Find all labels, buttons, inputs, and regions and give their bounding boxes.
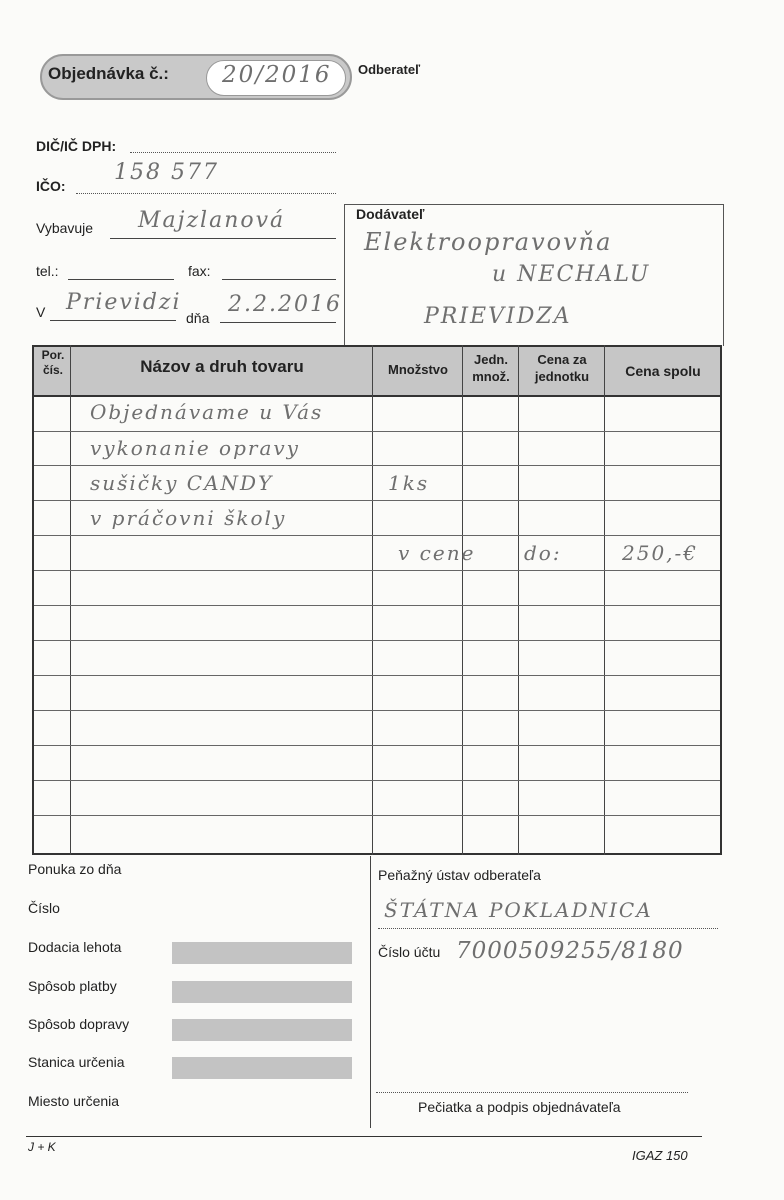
table-row-5-unit-price: do: [524,541,562,565]
account-label: Číslo účtu [378,944,441,960]
table-row-1-name: Objednávame u Vás [90,400,324,424]
column-header-name: Názov a druh tovaru [140,357,304,376]
bank-label: Peňažný ústav odberateľa [378,867,541,883]
column-header-no: Por. čís. [41,348,65,377]
supplier-line-2: u NECHALU [492,262,651,287]
column-header-unit: Jedn. množ. [472,352,510,384]
footer-right-code: IGAZ 150 [632,1148,688,1163]
destination-place-label: Miesto určenia [28,1093,120,1109]
delivery-time-label: Dodacia lehota [28,939,122,955]
signature-line[interactable] [376,1092,688,1093]
customer-label: Odberateľ [358,62,421,77]
offer-date-label: Ponuka zo dňa [28,861,122,877]
date-field[interactable] [220,322,336,323]
stamp-signature-label: Pečiatka a podpis objednávateľa [418,1099,621,1115]
column-header-quantity: Množstvo [388,362,448,377]
phone-label: tel.: [36,263,59,279]
destination-station-label: Stanica určenia [28,1054,125,1070]
company-id-field[interactable] [76,193,336,194]
destination-station-field[interactable] [172,1057,352,1079]
supplier-line-1: Elektroopravovňa [364,228,613,256]
bank-field[interactable] [378,928,718,929]
column-header-total: Cena spolu [625,363,701,379]
company-id-label: IČO: [36,178,66,194]
table-row-5-quantity: v cene [398,541,476,565]
place-value: Prievidzi [66,290,182,315]
fax-label: fax: [188,263,211,279]
table-row-3-quantity: 1ks [388,471,430,495]
vat-id-field[interactable] [130,152,336,153]
payment-method-label: Spôsob platby [28,978,117,994]
table-row-2-name: vykonanie opravy [90,436,300,460]
vat-id-label: DIČ/IČ DPH: [36,138,117,154]
handled-by-label: Vybavuje [36,220,94,236]
handled-by-field[interactable] [110,238,336,239]
supplier-line-3: PRIEVIDZA [424,304,572,329]
company-id-value: 158 577 [114,160,219,185]
bottom-rule [26,1136,702,1137]
fax-field[interactable] [222,279,336,280]
table-row-3-name: sušičky CANDY [90,471,274,495]
handled-by-value: Majzlanová [138,208,286,233]
account-value: 7000509255/8180 [456,938,684,964]
column-header-unit-price: Cena za jednotku [534,352,590,384]
order-number-value: 20/2016 [222,62,332,88]
place-label: V [36,304,46,320]
transport-method-field[interactable] [172,1019,352,1041]
footer-left-code: J + K [28,1140,56,1154]
place-field[interactable] [50,320,176,321]
footer-divider [370,856,371,1128]
table-row-5-total: 250,-€ [622,541,699,565]
supplier-label: Dodávateľ [356,206,425,222]
table-row-4-name: v práčovni školy [90,506,287,530]
transport-method-label: Spôsob dopravy [28,1016,130,1032]
date-value: 2.2.2016 [228,292,342,317]
order-label: Objednávka č.: [48,64,169,83]
bank-value: ŠTÁTNA POKLADNICA [384,898,653,922]
phone-field[interactable] [68,279,174,280]
number-label: Číslo [28,900,60,916]
date-label: dňa [186,310,210,326]
delivery-time-field[interactable] [172,942,352,964]
payment-method-field[interactable] [172,981,352,1003]
